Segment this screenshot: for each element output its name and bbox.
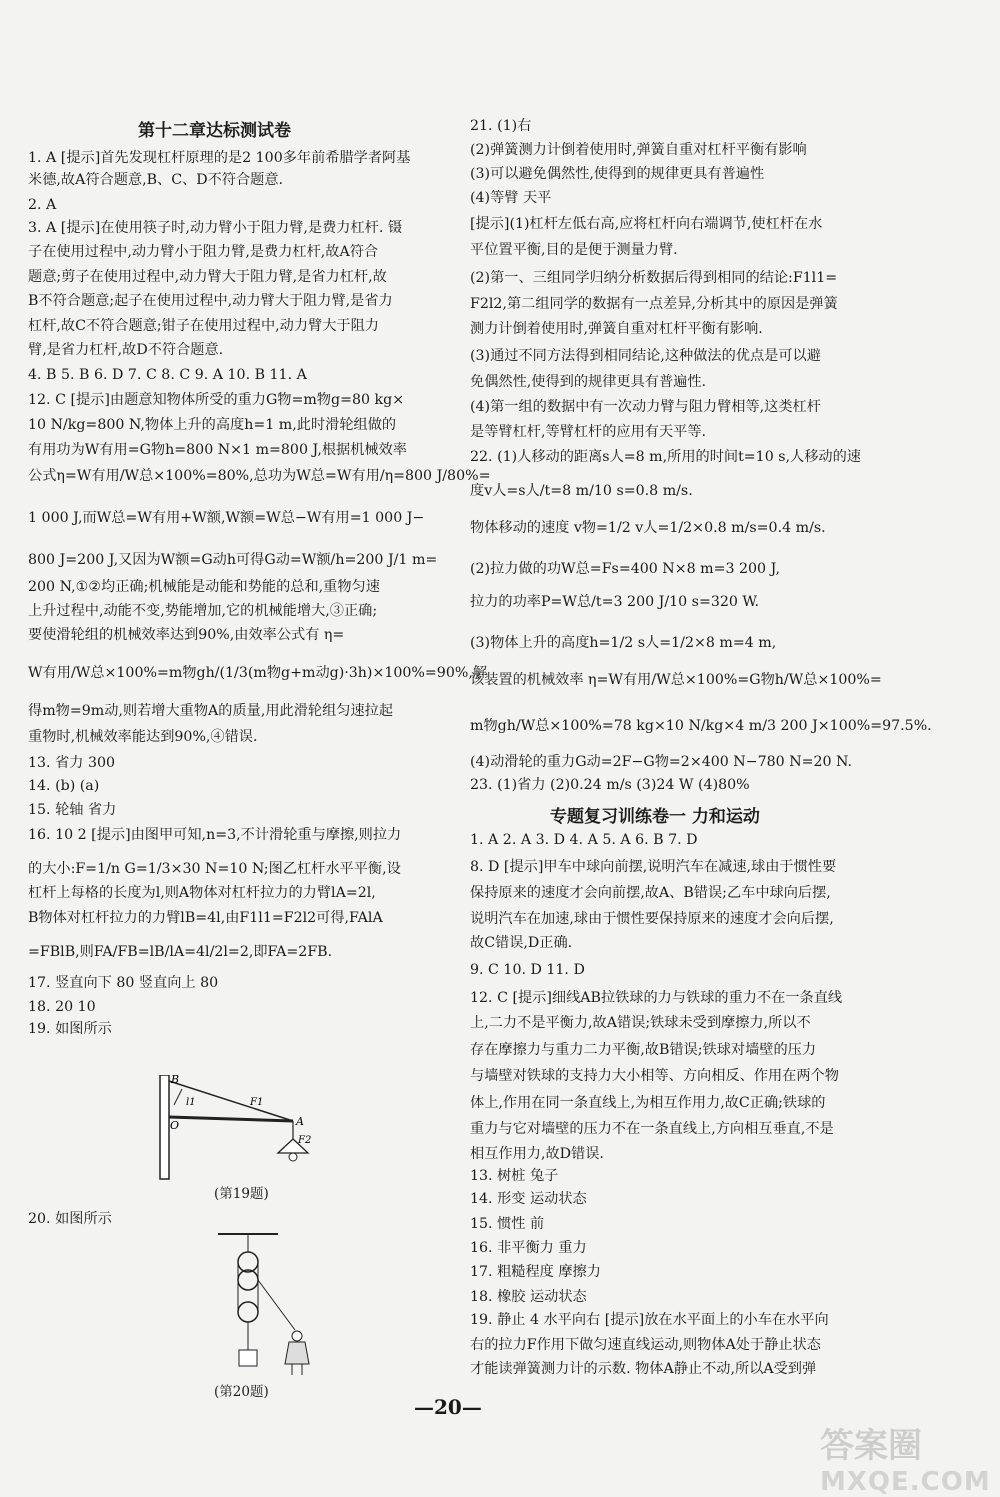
figure-19-caption: (第19题) bbox=[214, 1186, 269, 1202]
answer-line: 800 J=200 J,又因为W额=G动h可得G动=W额/h=200 J/1 m= bbox=[28, 552, 438, 568]
answer-line: 平位置平衡,目的是便于测量力臂. bbox=[470, 242, 678, 258]
watermark-url: MXQE.COM bbox=[820, 1467, 991, 1497]
answer-line: 16. 10 2 [提示]由图甲可知,n=3,不计滑轮重与摩擦,则拉力 bbox=[28, 827, 402, 843]
answer-line: 9. C 10. D 11. D bbox=[470, 962, 585, 978]
answer-line: 要使滑轮组的机械效率达到90%,由效率公式有 η= bbox=[28, 627, 345, 643]
watermark-logo bbox=[820, 1418, 995, 1497]
answer-line: 1. A 2. A 3. D 4. A 5. A 6. B 7. D bbox=[470, 832, 698, 848]
label-l1: l1 bbox=[186, 1097, 196, 1108]
figure-20-caption: (第20题) bbox=[214, 1384, 269, 1400]
answer-line: 测力计倒着使用时,弹簧自重对杠杆平衡有影响. bbox=[470, 321, 763, 337]
answer-line: 上升过程中,动能不变,势能增加,它的机械能增大,③正确; bbox=[28, 603, 378, 619]
answer-line: 21. (1)右 bbox=[470, 118, 532, 134]
answer-line: 1 000 J,而W总=W有用+W额,W额=W总−W有用=1 000 J− bbox=[28, 510, 425, 526]
answer-line: 22. (1)人移动的距离s人=8 m,所用的时间t=10 s,人移动的速 bbox=[470, 449, 861, 465]
answer-line: 19. 静止 4 水平向右 [提示]放在水平面上的小车在水平向 bbox=[470, 1312, 829, 1328]
answer-line: 公式η=W有用/W总×100%=80%,总功为W总=W有用/η=800 J/80%= bbox=[28, 468, 491, 484]
answer-line: 题意;剪子在使用过程中,动力臂大于阻力臂,是省力杠杆,故 bbox=[28, 269, 387, 285]
answer-line: 有用功为W有用=G物h=800 N×1 m=800 J,根据机械效率 bbox=[28, 442, 407, 458]
answer-line: 该装置的机械效率 η=W有用/W总×100%=G物h/W总×100%= bbox=[470, 672, 882, 688]
label-f1: F1 bbox=[250, 1097, 264, 1108]
answer-line: 拉力的功率P=W总/t=3 200 J/10 s=320 W. bbox=[470, 594, 760, 610]
answer-line: 体上,作用在同一条直线上,为相互作用力,故C正确;铁球的 bbox=[470, 1095, 826, 1111]
answer-line: (2)拉力做的功W总=Fs=400 N×8 m=3 200 J, bbox=[470, 561, 780, 577]
chapter-title: 第十二章达标测试卷 bbox=[138, 121, 291, 141]
answer-line: 12. C [提示]由题意知物体所受的重力G物=m物g=80 kg× bbox=[28, 392, 405, 408]
answer-line: (2)弹簧测力计倒着使用时,弹簧自重对杠杆平衡有影响 bbox=[470, 142, 807, 158]
answer-line: 20. 如图所示 bbox=[28, 1211, 112, 1227]
answer-line: (3)可以避免偶然性,使得到的规律更具有普遍性 bbox=[470, 166, 765, 182]
answer-line: 12. C [提示]细线AB拉铁球的力与铁球的重力不在一条直线 bbox=[470, 990, 843, 1006]
figure-19-lever bbox=[148, 1075, 348, 1180]
answer-line: 臂,是省力杠杆,故D不符合题意. bbox=[28, 342, 224, 358]
answer-line: 物体移动的速度 v物=1/2 v人=1/2×0.8 m/s=0.4 m/s. bbox=[470, 520, 826, 536]
answer-line: 10 N/kg=800 N,物体上升的高度h=1 m,此时滑轮组做的 bbox=[28, 417, 397, 433]
answer-line: 17. 竖直向下 80 竖直向上 80 bbox=[28, 975, 219, 991]
answer-line: 杠杆,故C不符合题意;钳子在使用过程中,动力臂大于阻力 bbox=[28, 318, 379, 334]
answer-line: 杠杆上每格的长度为l,则A物体对杠杆拉力的力臂lA=2l, bbox=[28, 885, 376, 901]
answer-line: 米德,故A符合题意,B、C、D不符合题意. bbox=[28, 172, 284, 188]
answer-line: 19. 如图所示 bbox=[28, 1021, 112, 1037]
answer-line: 相互作用力,故D错误. bbox=[470, 1146, 604, 1162]
answer-line: 与墙壁对铁球的支持力大小相等、方向相反、作用在两个物 bbox=[470, 1068, 839, 1084]
label-a: A bbox=[296, 1115, 304, 1128]
answer-line: 度v人=s人/t=8 m/10 s=0.8 m/s. bbox=[470, 483, 693, 499]
answer-line: 17. 粗糙程度 摩擦力 bbox=[470, 1264, 601, 1280]
answer-line: (4)等臂 天平 bbox=[470, 190, 552, 206]
answer-line: (4)第一组的数据中有一次动力臂与阻力臂相等,这类杠杆 bbox=[470, 399, 821, 415]
answer-line: 13. 树桩 兔子 bbox=[470, 1168, 559, 1184]
answer-line: 免偶然性,使得到的规律更具有普遍性. bbox=[470, 374, 707, 390]
answer-line: (3)通过不同方法得到相同结论,这种做法的优点是可以避 bbox=[470, 348, 821, 364]
answer-line: 14. 形变 运动状态 bbox=[470, 1191, 587, 1207]
answer-line: 的大小:F=1/n G=1/3×30 N=10 N;图乙杠杆水平平衡,设 bbox=[28, 861, 401, 877]
answer-line: (3)物体上升的高度h=1/2 s人=1/2×8 m=4 m, bbox=[470, 635, 777, 651]
answer-line: 23. (1)省力 (2)0.24 m/s (3)24 W (4)80% bbox=[470, 777, 750, 793]
answer-line: 18. 20 10 bbox=[28, 999, 96, 1015]
answer-line: m物gh/W总×100%=78 kg×10 N/kg×4 m/3 200 J×100%=97.5%. bbox=[470, 718, 932, 734]
answer-line: (4)动滑轮的重力G动=2F−G物=2×400 N−780 N=20 N. bbox=[470, 754, 853, 770]
answer-line: 14. (b) (a) bbox=[28, 778, 100, 794]
answer-line: 8. D [提示]甲车中球向前摆,说明汽车在减速,球由于惯性要 bbox=[470, 859, 837, 875]
answer-line: 13. 省力 300 bbox=[28, 755, 116, 771]
label-b: B bbox=[171, 1075, 180, 1086]
figure-20-pulley bbox=[203, 1230, 333, 1380]
answer-line: 3. A [提示]在使用筷子时,动力臂小于阻力臂,是费力杠杆. 镊 bbox=[28, 220, 403, 236]
label-f2: F2 bbox=[298, 1135, 312, 1146]
answer-line: 15. 轮轴 省力 bbox=[28, 802, 117, 818]
answer-line: 得m物=9m动,则若增大重物A的质量,用此滑轮组匀速拉起 bbox=[28, 703, 394, 719]
answer-line: 故C错误,D正确. bbox=[470, 935, 573, 951]
answer-line: B不符合题意;起子在使用过程中,动力臂大于阻力臂,是省力 bbox=[28, 293, 393, 309]
answer-line: 16. 非平衡力 重力 bbox=[470, 1240, 587, 1256]
answer-line: 上,二力不是平衡力,故A错误;铁球未受到摩擦力,所以不 bbox=[470, 1015, 811, 1031]
answer-line: W有用/W总×100%=m物gh/(1/3(m物g+m动g)·3h)×100%=90%,解 bbox=[28, 665, 488, 681]
answer-line: 4. B 5. B 6. D 7. C 8. C 9. A 10. B 11. A bbox=[28, 367, 307, 383]
answer-line: 是等臂杠杆,等臂杠杆的应用有天平等. bbox=[470, 424, 707, 440]
answer-line: 子在使用过程中,动力臂小于阻力臂,是费力杠杆,故A符合 bbox=[28, 244, 379, 260]
answer-line: 重力与它对墙壁的压力不在一条直线上,方向相互垂直,不是 bbox=[470, 1121, 834, 1137]
page-number: —20— bbox=[414, 1395, 482, 1419]
answer-line: F2l2,第二组同学的数据有一点差异,分析其中的原因是弹簧 bbox=[470, 296, 838, 312]
watermark-text: 答案圈 bbox=[820, 1426, 922, 1466]
section-title: 专题复习训练卷一 力和运动 bbox=[550, 807, 760, 827]
answer-line: (2)第一、三组同学归纳分析数据后得到相同的结论:F1l1= bbox=[470, 270, 838, 286]
answer-line: 存在摩擦力与重力二力平衡,故B错误;铁球对墙壁的压力 bbox=[470, 1042, 817, 1058]
answer-line: B物体对杠杆拉力的力臂lB=4l,由F1l1=F2l2可得,FAlA bbox=[28, 910, 383, 926]
answer-line: 1. A [提示]首先发现杠杆原理的是2 100多年前希腊学者阿基 bbox=[28, 150, 411, 166]
answer-line: 200 N,①②均正确;机械能是动能和势能的总和,重物匀速 bbox=[28, 579, 380, 595]
answer-line: 说明汽车在加速,球由于惯性要保持原来的速度才会向后摆, bbox=[470, 911, 834, 927]
answer-line: 右的拉力F作用下做匀速直线运动,则物体A处于静止状态 bbox=[470, 1337, 821, 1353]
answer-line: 15. 惯性 前 bbox=[470, 1216, 545, 1232]
answer-line: 保持原来的速度才会向前摆,故A、B错误;乙车中球向后摆, bbox=[470, 885, 831, 901]
answer-line: 18. 橡胶 运动状态 bbox=[470, 1289, 587, 1305]
answer-line: 2. A bbox=[28, 197, 57, 213]
label-o: O bbox=[170, 1119, 180, 1132]
answer-line: =FBlB,则FA/FB=lB/lA=4l/2l=2,即FA=2FB. bbox=[28, 944, 333, 960]
answer-line: 重物时,机械效率能达到90%,④错误. bbox=[28, 729, 258, 745]
answer-line: 才能读弹簧测力计的示数. 物体A静止不动,所以A受到弹 bbox=[470, 1361, 817, 1377]
answer-line: [提示](1)杠杆左低右高,应将杠杆向右端调节,使杠杆在水 bbox=[470, 216, 823, 232]
